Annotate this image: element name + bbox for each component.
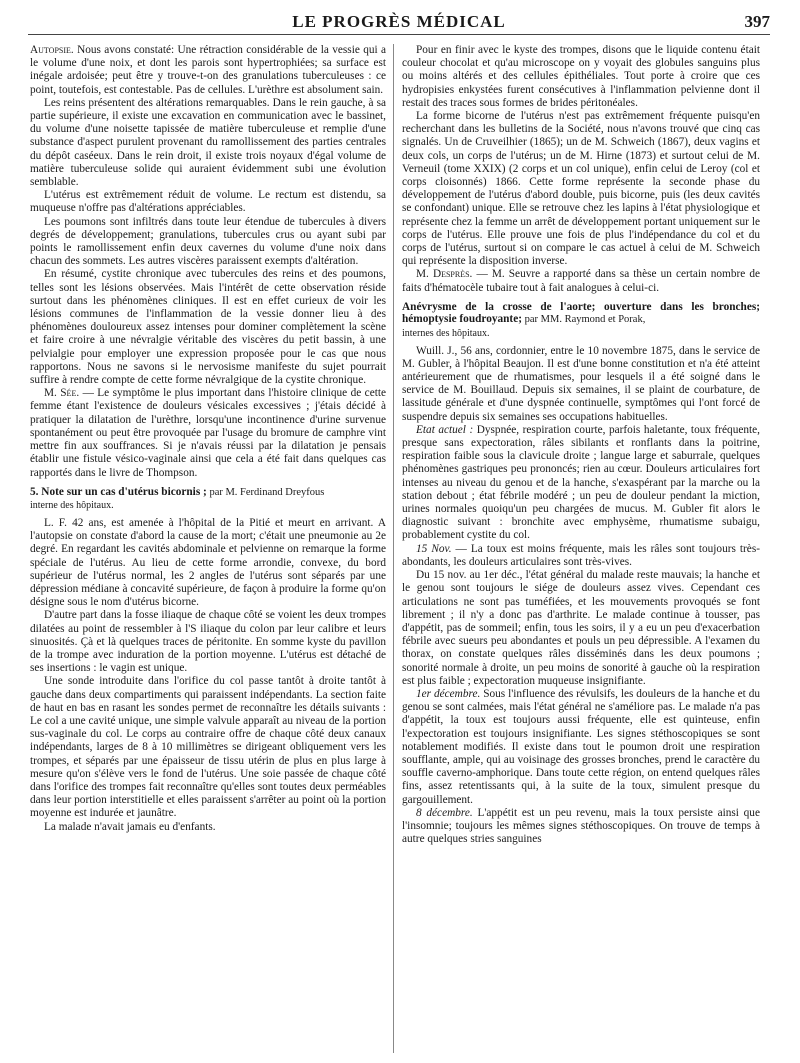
paragraph: Pour en finir avec le kyste des trompes, disons que le liquide contenu était couleur chocolat et qu'au microscope on y voyait des globules sanguins plus ou moins altérés et des cellules épithéliales. Tout porte à croire que ces hydropisies enkystées furent consécutives à l'inflammation pelvienne dont il restait des traces sous formes de brides péritonéales. — [402, 44, 760, 109]
paragraph — [30, 44, 386, 97]
author-role: internes des hôpitaux. — [402, 328, 490, 340]
journal-title: LE PROGRÈS MÉDICAL — [292, 12, 506, 31]
paragraph: Les poumons sont infiltrés dans toute leur étendue de tubercules à divers degrés de développement; granulations, tubercules crus ou ayant subi par points le ramollissement enfin deux cavernes du volume d'une noix dans chacun des sommets. Les autres viscères paraissent exempts d'altération. — [30, 215, 386, 268]
article-number: 5. — [30, 485, 39, 498]
paragraph: Les reins présentent des altérations remarquables. Dans le rein gauche, à sa partie supérieure, il existe une excavation en communication avec le bassinet, du volume d'une noisette tapissée de matière tuberculeuse et remplie d'une substance d'aspect purulent provenant du ramollissement des parties centrales du dépôt caséeux. Dans le rein droit, il existe trois noyaux d'égal volume de matière tuberculeuse solide qui auraient évidemment subi une évolution semblable. — [30, 96, 386, 189]
date-lead: 15 Nov. — [416, 542, 452, 555]
right-column — [402, 44, 760, 1055]
running-header — [28, 10, 770, 35]
page-number: 397 — [744, 12, 770, 31]
author-role: interne des hôpitaux. — [30, 500, 114, 512]
paragraph: Wuill. J., 56 ans, cordonnier, entre le 10 novembre 1875, dans le service de M. Gubler, à l'hôpital Beaujon. Il est d'une bonne constitution et n'a été atteint antérieurement que de rhumatismes, pour lesquels il a été soigné dans le service de M. Bouillaud. Depuis six semaines, il se plaint de courbature, de lassitude générale et d'une dyspnée continuelle, symptômes qui l'ont forcé de suspendre depuis six semaines ses occupations habituelles. — [402, 344, 760, 423]
paragraph: L'utérus est extrêmement réduit de volume. Le rectum est distendu, sa muqueuse n'offre pas d'altérations appréciables. — [30, 189, 386, 215]
date-lead: 8 décembre. — [416, 806, 473, 819]
paragraph-text: Sous l'influence des révulsifs, les douleurs de la hanche et du genou se sont calmées, mais l'état général ne s'améliore pas. Le malade n'a pas d'appétit, la toux est toujours aussi fréquente, elle est quinteuse, enfin l'expectoration est toujours insignifiante. Les signes stéthoscopiques se sont notablement modifiés. Il existe dans tout le poumon droit une respiration soufflante, ample, qui au voisinage des grosses bronches, prend le caractère du souffle caverno-amphorique. Dans toute cette région, on entend quelques râles fins, assez retentissants qui, à la suite de la toux, simulent presque du gargouillement. — [402, 687, 760, 806]
article-title: Anévrysme de la crosse de l'aorte; ouverture dans les bronches; hémoptysie foudroyante; — [402, 300, 760, 326]
paragraph: La forme bicorne de l'utérus n'est pas extrêmement fréquente puisqu'en recherchant dans les bulletins de la Société, nous n'avons trouvé que cinq cas signalés. Un de Cruveilhier (1865); un de M. Schweich (1867), deux vagins et deux cols, un corps de l'utérus; un de M. Hirne (1873) et surtout celui de M. Verneuil (tome XXIX) (2 corps et un col unique), enfin celui de Leroy (col et corps cloisonnés) 1866. Cette forme représente la seconde phase du développement de l'utérus d'abord double, puis bicorne, puis (les deux cavités se confondant) unique. Elle se retrouve chez les lapins à l'état physiologique et représente chez la femme un arrêt de développement portant uniquement sur le corps de l'utérus. Elle prouve une fois de plus l'indépendance du col et du corps de l'utérus, surtout si on compare le cas actuel à celui de M. Schweich qui représente la disposition inverse. — [402, 110, 760, 268]
paragraph: La malade n'avait jamais eu d'enfants. — [44, 820, 216, 833]
paragraph — [402, 807, 760, 847]
article-heading — [402, 301, 760, 341]
paragraph-text: — M. Seuvre a rapporté dans sa thèse un certain nombre de faits d'hématocèle tubaire tout à fait analogues à celui-ci. — [402, 268, 760, 294]
paragraph-text: — La toux est moins fréquente, mais les râles sont toujours très-abondants, les douleurs articulaires sont très-vives. — [402, 542, 760, 568]
paragraph-text: Dyspnée, respiration courte, parfois haletante, toux fréquente, presque sans expectoration, râles sibilants et ronflants dans la poitrine, respiration faible sous la clavicule droite ; langue large et saburrale, quelques phénomènes gastriques peu prononcés; rien au cœur. Douleurs articulaires fort intenses au niveau du genou et de la hanche, s'exaspérant par la marche ou la station debout ; état fébrile modéré ; un peu de douleur pendant la miction, urines normales quoiqu'un peu chargées de mucus. M. Gubler fit alors le diagnostic suivant : bronchite avec emphysème, rhumatisme subaigu, probablement cystite du col. — [402, 423, 760, 542]
run-in-lead: Etat actuel : — [416, 423, 474, 436]
paragraph — [30, 387, 386, 479]
paragraph — [402, 543, 760, 569]
article-heading — [30, 486, 386, 513]
paragraph: L. F. 42 ans, est amenée à l'hôpital de la Pitié et meurt en arrivant. A l'autopsie on constate d'abord la cause de la mort; c'était une pneumonie au 2e degré. En regardant les cavités abdominale et pelvienne on remarque la forme spéciale de l'utérus. Au lieu de cette forme arrondie, convexe, du bord supérieur de l'utérus normal, les 2 angles de l'utérus sont séparés par une dépression médiane à concavité supérieure, de façon à produire la forme qu'on désigne sous le nom d'utérus bicorne. — [30, 516, 386, 609]
article-author: par M. Ferdinand Dreyfous — [206, 486, 325, 498]
paragraph — [402, 688, 760, 807]
paragraph — [402, 268, 760, 294]
column-divider — [393, 44, 394, 1053]
paragraph: Du 15 nov. au 1er déc., l'état général du malade reste mauvais; la hanche et le genou sont toujours le siége de douleurs assez vives. Cependant ces articulations ne sont pas tuméfiées, et les mouvements provoqués se font librement ; il n'y a donc pas d'arthrite. Le malade continue à tousser, pas d'appétit, pas de sommeil; enfin, tous les soirs, il y a eu un peu d'exacerbation fébrile avec sueurs peu abondantes et pouls un peu dépressible. A l'examen du thorax, on constate quelques râles disséminés dans les deux poumons ; sonorité normale à droite, un peu moins de sonorité à gauche où la respiration est plus faible ; expectoration muqueuse insignifiante. — [402, 569, 760, 687]
paragraph: Une sonde introduite dans l'orifice du col passe tantôt à droite tantôt à gauche dans deux compartiments qui paraissent indépendants. La section faite de haut en bas en rasant les sondes permet de reconnaître les détails suivants : Le col a une cavité unique, une simple valvule apparaît au niveau de la portion sus-vaginale du col. Le corps au contraire offre de chaque côté deux canaux indépendants, larges de 8 à 10 millimètres se dirigeant obliquement vers les trompes, et séparés par une épaisseur de tissu utérin de plus en plus large à mesure qu'on s'élève vers le fond de l'utérus. Une soie passée de chaque côté dans l'orifice des trompes fait reconnaître qu'elles sont toutes deux perméables dans leur portion interstitielle et elles paraissent s'arrêter au point où la portion moyenne est indurée et jaunâtre. — [30, 675, 386, 820]
paragraph-text: Nous avons constaté: Une rétraction considérable de la vessie qui a le volume d'une noix, et dont les parois sont hypertrophiées; sa surface est inégale ardoisée; peut être y trouve-t-on des granulations tuberculeuses : ce point, toutefois, est contestable. Pas de cellules. L'urèthre est absolument sain. — [30, 44, 386, 96]
article-title: Note sur un cas d'utérus bicornis ; — [38, 485, 207, 498]
left-column — [30, 44, 386, 1055]
date-lead: 1er décembre. — [416, 687, 481, 700]
paragraph-text: L'appétit est un peu revenu, mais la toux persiste ainsi que l'insomnie; toujours les mêmes signes stéthoscopiques. On trouve de temps à autre quelques stries sanguines — [402, 806, 760, 846]
run-in-lead: Autopsie. — [30, 44, 74, 56]
paragraph — [402, 424, 760, 543]
article-authors: par MM. Raymond et Porak, — [521, 314, 646, 326]
speaker-name: M. Desprès. — [416, 268, 473, 281]
paragraph: D'autre part dans la fosse iliaque de chaque côté se voient les deux trompes dilatées au point de ressembler à l'S iliaque du colon par leur calibre et leurs sinuosités. Çà et là quelques traces de péritonite. En somme kyste du pavillon de la trompe avec induration de la portion moyenne. L'utérus est détaché de ses insertions : le vagin est unique. — [30, 609, 386, 675]
paragraph: En résumé, cystite chronique avec tubercules des reins et des poumons, telles sont les lésions observées. Mais l'intérêt de cette observation réside surtout dans les phénomènes cliniques. Il est en effet curieux de voir les lésions communes de l'inflammation de la vessie donner lieu à des phénomènes douloureux assez intenses pour dominer complètement la scène et faire croire à une névralgie véritable des viscères du petit bassin, à une pelvialgie pour employer une expression proposée pour le cas que nous rapportons. Nous ne savons si le nervosisme manifeste du sujet pourrait suffire à rendre compte de cette forme névralgique de la cystite chronique. — [30, 268, 386, 387]
speaker-name: M. Sée. — [44, 387, 80, 400]
paragraph-text: — Le symptôme le plus important dans l'histoire clinique de cette femme étant l'existence de douleurs vésicales excessives ; j'étais décidé à pratiquer la dilatation de l'urèthre, lorsqu'une incontinence d'urine survenue spontanément ou peut être provoquée par l'usage du bromure de camphre vint mettre fin aux souffrances. Si je n'avais réussi par la dilatation je pensais établir une fistule vésico-vaginale ainsi que cela a été fait dans quelques cas rapportés dans le livre de Thompson. — [30, 387, 386, 479]
